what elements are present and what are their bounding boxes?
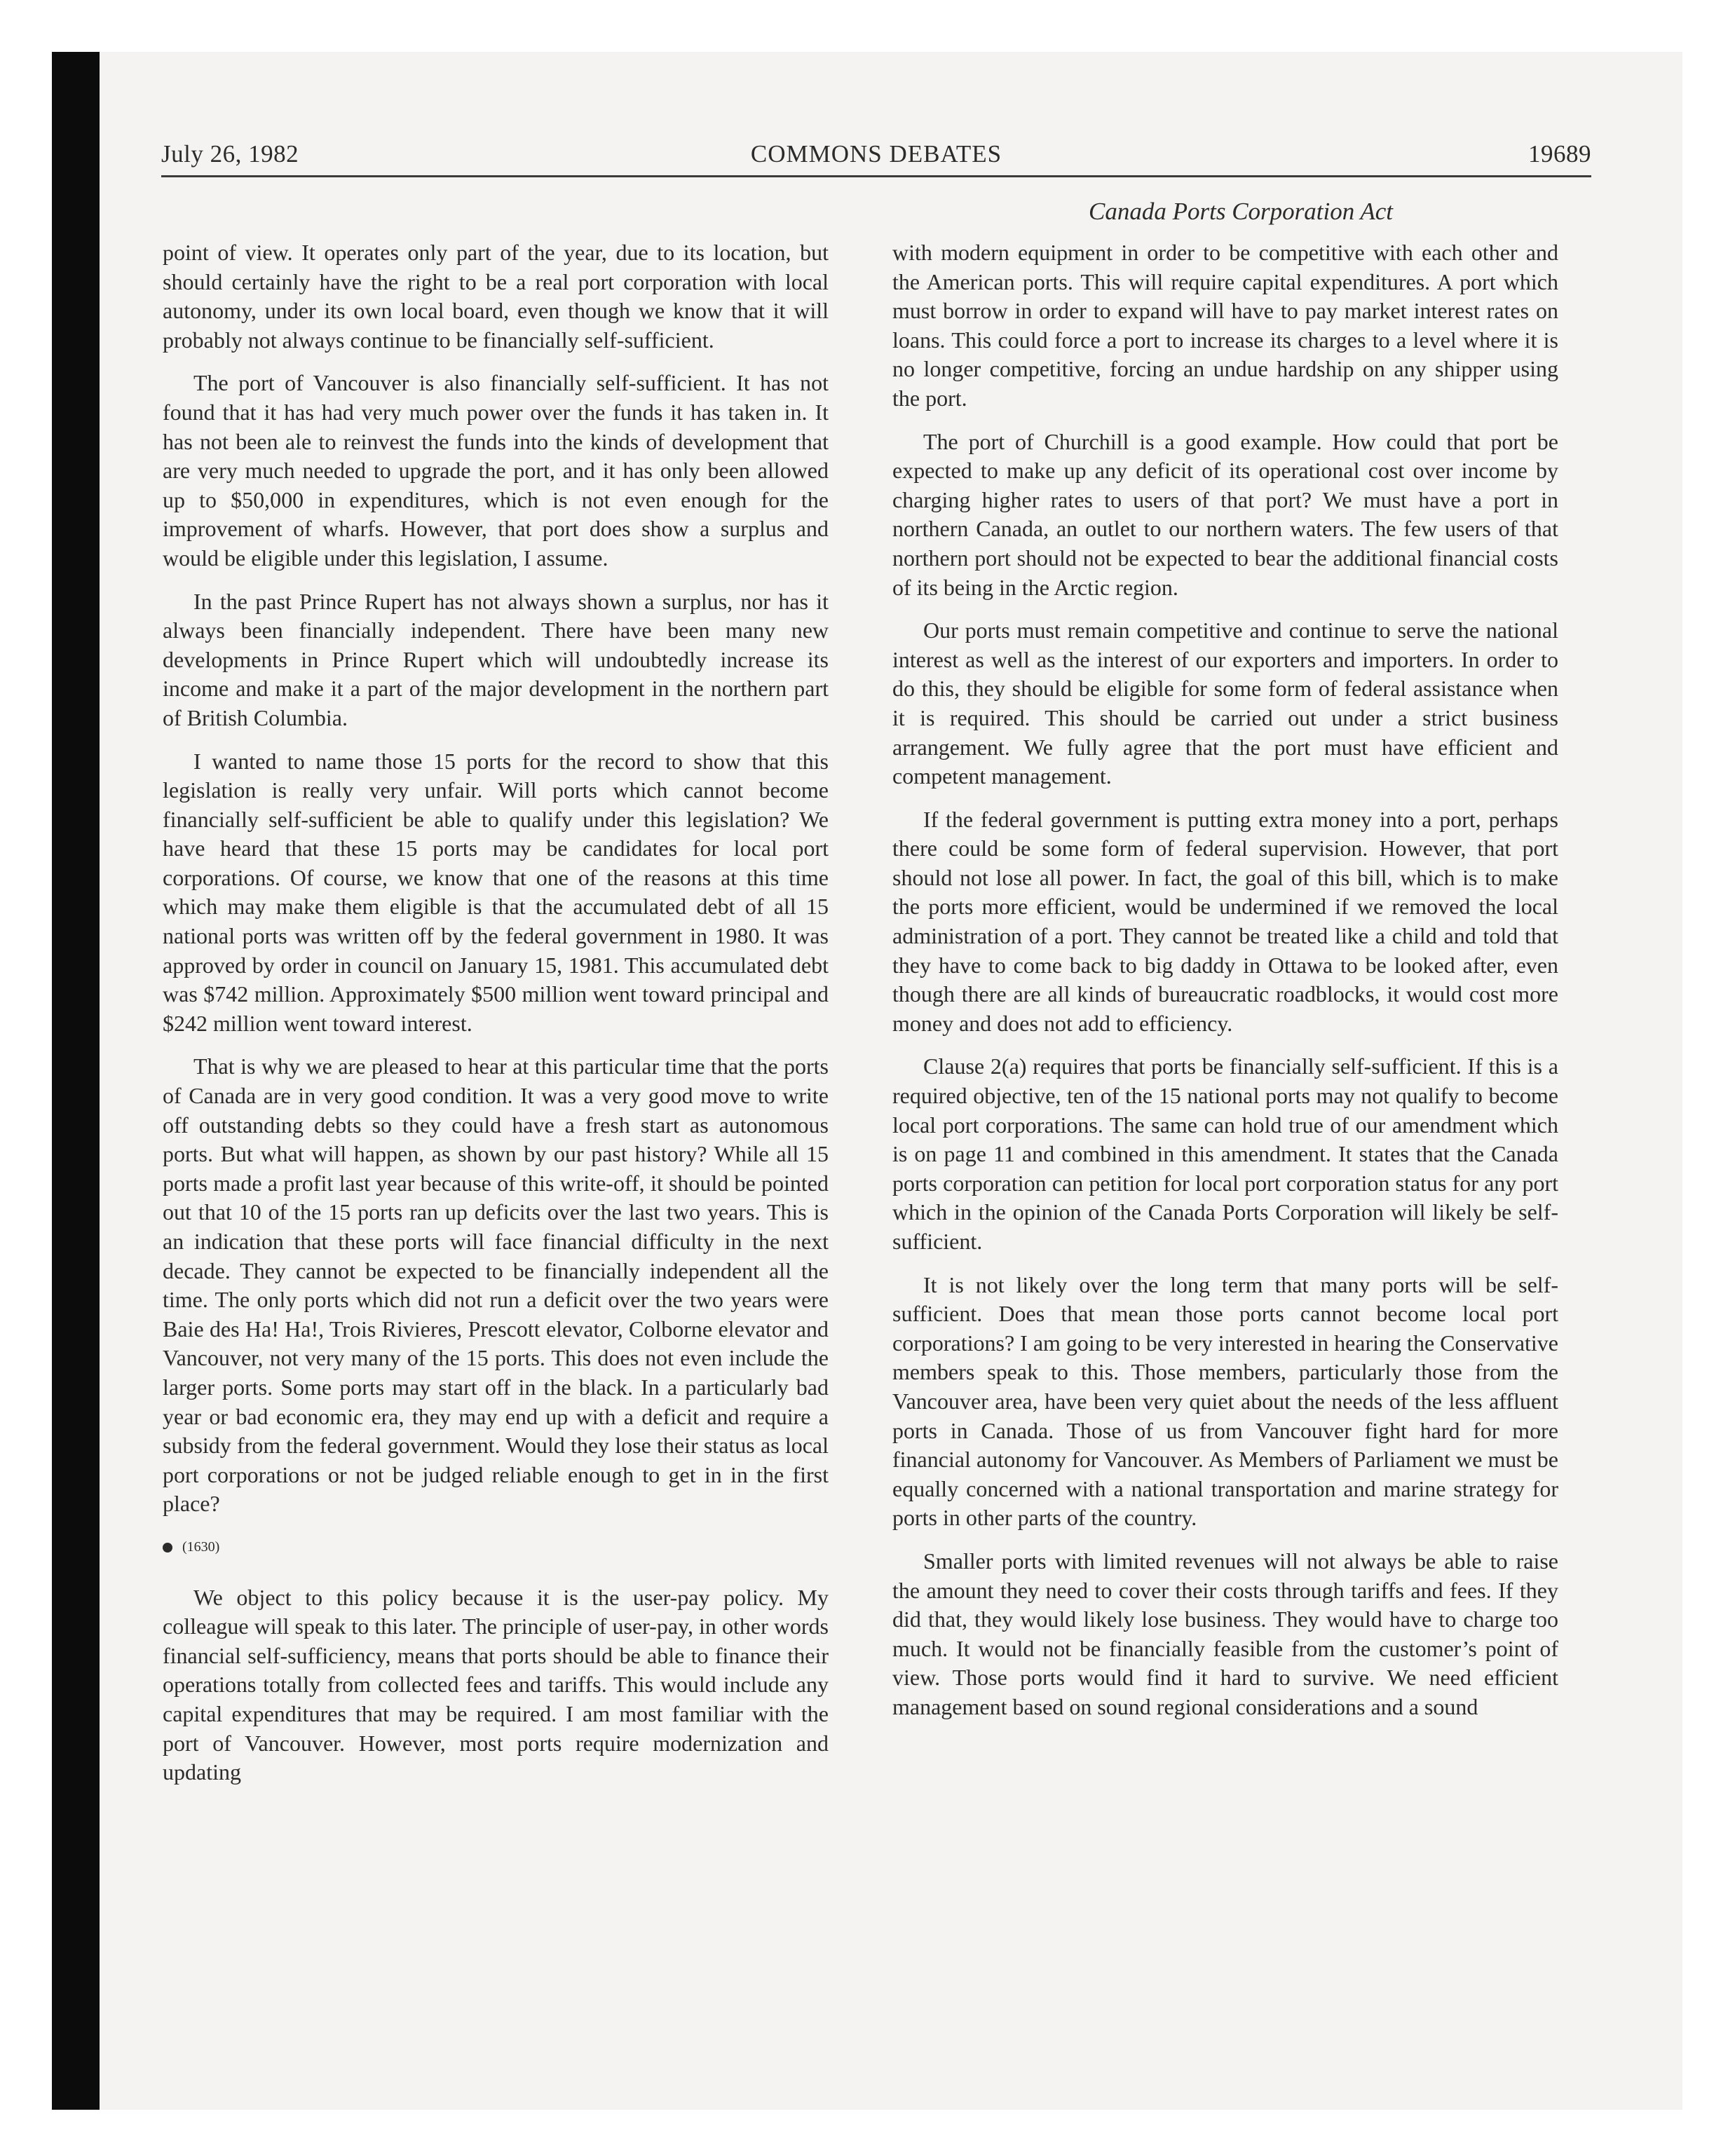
paragraph: with modern equipment in order to be competitive with each other and the American ports. This will require capital expenditures. A port which must borrow in order to expand will have to pay market interest rates on loans. This could force a port to increase its charges to a level where it is no longer competitive, forcing an undue hardship on any shipper using the port. (892, 240, 1558, 411)
header-date: July 26, 1982 (161, 140, 299, 168)
page-header (161, 140, 1591, 175)
paragraph: The port of Churchill is a good example. How could that port be expected to make up any deficit of its operational cost over income by charging higher rates to users of that port? We must have a port in northern Canada, an outlet to our northern waters. The few users of that northern port should not be expected to bear the additional financial costs of its being in the Arctic region. (892, 428, 1558, 600)
paragraph: In the past Prince Rupert has not always shown a surplus, nor has it always been financially independent. There have been many new developments in Prince Rupert which will undoubtedly increase its income and make it a part of the major development in the northern part of British Columbia. (163, 588, 829, 730)
paragraph: point of view. It operates only part of the year, due to its location, but should certainly have the right to be a real port corporation with local autonomy, under its own local board, even though we know that it will probably not always continue to be financially self-sufficient. (163, 240, 829, 353)
left-column (163, 238, 829, 1801)
paragraph: That is why we are pleased to hear at this particular time that the ports of Canada are in very good condition. It was a very good move to write off outstanding debts so they could have a fresh start as autonomous ports. But what will happen, as shown by our past history? While all 15 ports made a profit last year because of this write-off, it should be pointed out that 10 of the 15 ports ran up deficits over the last two years. This is an indication that these ports will face financial difficulty in the next decade. They cannot be expected to be financially independent all the time. The only ports which did not run a deficit over the two years were Baie des Ha! Ha!, Trois Rivieres, Prescott elevator, Colborne elevator and Vancouver, not very many of the 15 ports. This does not even include the larger ports. Some ports may start off in the black. In a particularly bad year or bad economic era, they may end up with a deficit and require a subsidy from the federal government. Would they lose their status as local port corporations or not be judged reliable enough to get in in the first place? (163, 1053, 829, 1517)
paragraph: Smaller ports with limited revenues will not always be able to raise the amount they need to cover their costs through tariffs and fees. If they did that, they would likely lose business. They would have to charge too much. It would not be financially feasible from the customer’s point of view. Those ports would find it hard to survive. We need efficient management based on sound regional considerations and a sound (892, 1548, 1558, 1719)
paragraph: It is not likely over the long term that many ports will be self-sufficient. Does that mean those ports cannot become local port corporations? I am going to be very interested in hearing the Conservative members speak to this. Those members, particularly those from the Vancouver area, have been very quiet about the needs of the less affluent ports in Canada. Those of us from Vancouver fight hard for more financial autonomy for Vancouver. As Members of Parliament we must be equally concerned with a national transportation and marine strategy for ports in other parts of the country. (892, 1271, 1558, 1531)
bullet-icon (163, 1543, 172, 1553)
paragraph: Our ports must remain competitive and continue to serve the national interest as well as the interest of our exporters and importers. In order to do this, they should be eligible for some form of federal assistance when it is required. This should be carried out under a strict business arrangement. We fully agree that the port must have efficient and competent management. (892, 618, 1558, 789)
time-marker-label: (1630) (182, 1538, 220, 1555)
header-rule (161, 175, 1591, 177)
paragraph: I wanted to name those 15 ports for the record to show that this legislation is really very unfair. Will ports which cannot become financially self-sufficient be able to qualify under this legislation? We have heard that these 15 ports may be candidates for local port corporations. Of course, we know that one of the reasons at this time which may make them eligible is that the accumulated debt of all 15 national ports was written off by the federal government in 1980. It was approved by order in council on January 15, 1981. This accumulated debt was $742 million. Approximately $500 million went toward principal and $242 million went toward interest. (163, 748, 829, 1036)
paragraph: Clause 2(a) requires that ports be financially self-sufficient. If this is a required objective, ten of the 15 national ports may not qualify to become local port corporations. The same can hold true of our amendment which is on page 11 and combined in this amendment. It states that the Canada ports corporation can petition for local port corporation status for any port which in the opinion of the Canada Ports Corporation will likely be self-sufficient. (892, 1053, 1558, 1254)
paragraph: If the federal government is putting extra money into a port, perhaps there could be some form of federal supervision. However, that port should not lose all power. In fact, the goal of this bill, which is to make the ports more efficient, would be undermined if we removed the local administration of a port. They cannot be treated like a child and told that they have to come back to big daddy in Ottawa to be looked after, even though there are all kinds of bureaucratic roadblocks, it would cost more money and does not add to efficiency. (892, 806, 1558, 1036)
right-column (892, 238, 1558, 1736)
page-number: 19689 (1528, 140, 1591, 168)
paragraph: We object to this policy because it is the user-pay policy. My colleague will speak to this later. The principle of user-pay, in other words financial self-sufficiency, means that ports should be able to finance their operations totally from collected fees and tariffs. This would include any capital expenditures that may be required. I am most familiar with the port of Vancouver. However, most ports require modernization and updating (163, 1584, 829, 1785)
time-marker (163, 1533, 829, 1562)
header-title: COMMONS DEBATES (750, 140, 1002, 168)
paragraph: The port of Vancouver is also financially self-sufficient. It has not found that it has had very much power over the funds it has taken in. It has not been ale to reinvest the funds into the kinds of development that are very much needed to upgrade the port, and it has only been allowed up to $50,000 in expenditures, which is not even enough for the improvement of wharfs. However, that port does show a surplus and would be eligible under this legislation, I assume. (163, 370, 829, 571)
running-head: Canada Ports Corporation Act (1089, 198, 1393, 225)
scan-border (52, 52, 100, 2110)
